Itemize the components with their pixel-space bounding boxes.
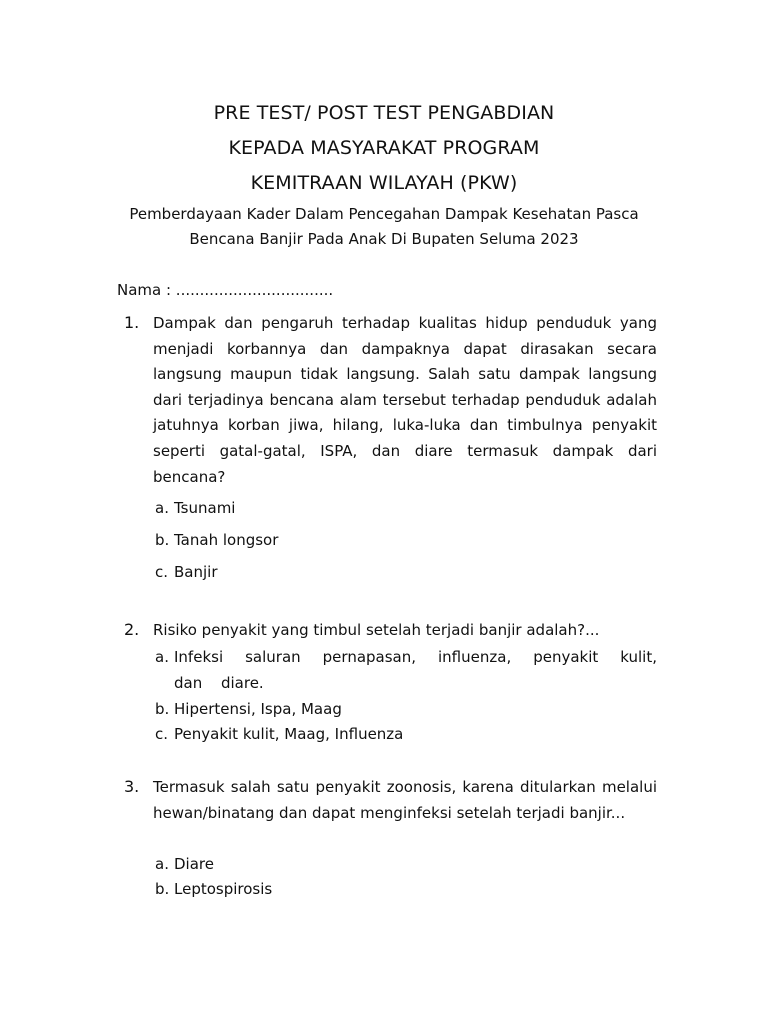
title-line-2: KEPADA MASYARAKAT PROGRAM bbox=[228, 137, 540, 159]
question-1-text: Dampak dan pengaruh terhadap kualitas hidup penduduk yang menjadi korbannya dan dampaknya dapat dirasakan secara langsung maupun tidak langsung. Salah satu dampak langsung dari terjadinya bencana alam tersebut terhadap penduduk adalah jatuhnya korban jiwa, hilang, luka-luka dan timbulnya penyakit seperti gatal-gatal, ISPA, dan diare termasuk dampak dari bencana? bbox=[153, 314, 657, 486]
question-2-option-c bbox=[155, 722, 657, 746]
option-letter: b. bbox=[155, 531, 170, 549]
option-letter: c. bbox=[155, 725, 169, 743]
name-field-label: Nama : ................................. bbox=[117, 281, 334, 299]
question-3-option-b bbox=[155, 877, 657, 901]
question-2-option-b bbox=[155, 697, 657, 721]
option-letter: b. bbox=[155, 880, 170, 898]
question-3-number: 3. bbox=[124, 777, 140, 796]
option-letter: c. bbox=[155, 563, 169, 581]
question-1-option-c bbox=[155, 560, 657, 584]
option-text: Hipertensi, Ispa, Maag bbox=[174, 700, 342, 718]
subtitle-line-1: Pemberdayaan Kader Dalam Pencegahan Dampak Kesehatan Pasca bbox=[129, 205, 639, 223]
option-letter: b. bbox=[155, 700, 170, 718]
option-text: Tsunami bbox=[174, 499, 236, 517]
question-3-text: Termasuk salah satu penyakit zoonosis, karena ditularkan melalui hewan/binatang dan dapat menginfeksi setelah terjadi banjir... bbox=[153, 778, 657, 822]
title-line-1: PRE TEST/ POST TEST PENGABDIAN bbox=[213, 102, 555, 124]
option-text: Infeksi saluran pernapasan, influenza, penyakit kulit, dan diare. bbox=[174, 648, 657, 692]
subtitle-line-2: Bencana Banjir Pada Anak Di Bupaten Seluma 2023 bbox=[189, 230, 579, 248]
option-text: Leptospirosis bbox=[174, 880, 273, 898]
question-2-number: 2. bbox=[124, 620, 140, 639]
question-1-option-b bbox=[155, 528, 657, 552]
question-1-option-a bbox=[155, 496, 657, 520]
option-text: Diare bbox=[174, 855, 214, 873]
option-text: Penyakit kulit, Maag, Influenza bbox=[174, 725, 404, 743]
option-text: Tanah longsor bbox=[174, 531, 279, 549]
option-letter: a. bbox=[155, 499, 169, 517]
title-line-3: KEMITRAAN WILAYAH (PKW) bbox=[250, 172, 518, 194]
option-text: Banjir bbox=[174, 563, 218, 581]
question-3-option-a bbox=[155, 852, 657, 876]
question-1-number: 1. bbox=[124, 313, 140, 332]
option-letter: a. bbox=[155, 855, 169, 873]
question-2-option-a bbox=[155, 645, 657, 696]
option-letter: a. bbox=[155, 648, 169, 666]
question-2-text: Risiko penyakit yang timbul setelah terjadi banjir adalah?... bbox=[153, 621, 600, 639]
